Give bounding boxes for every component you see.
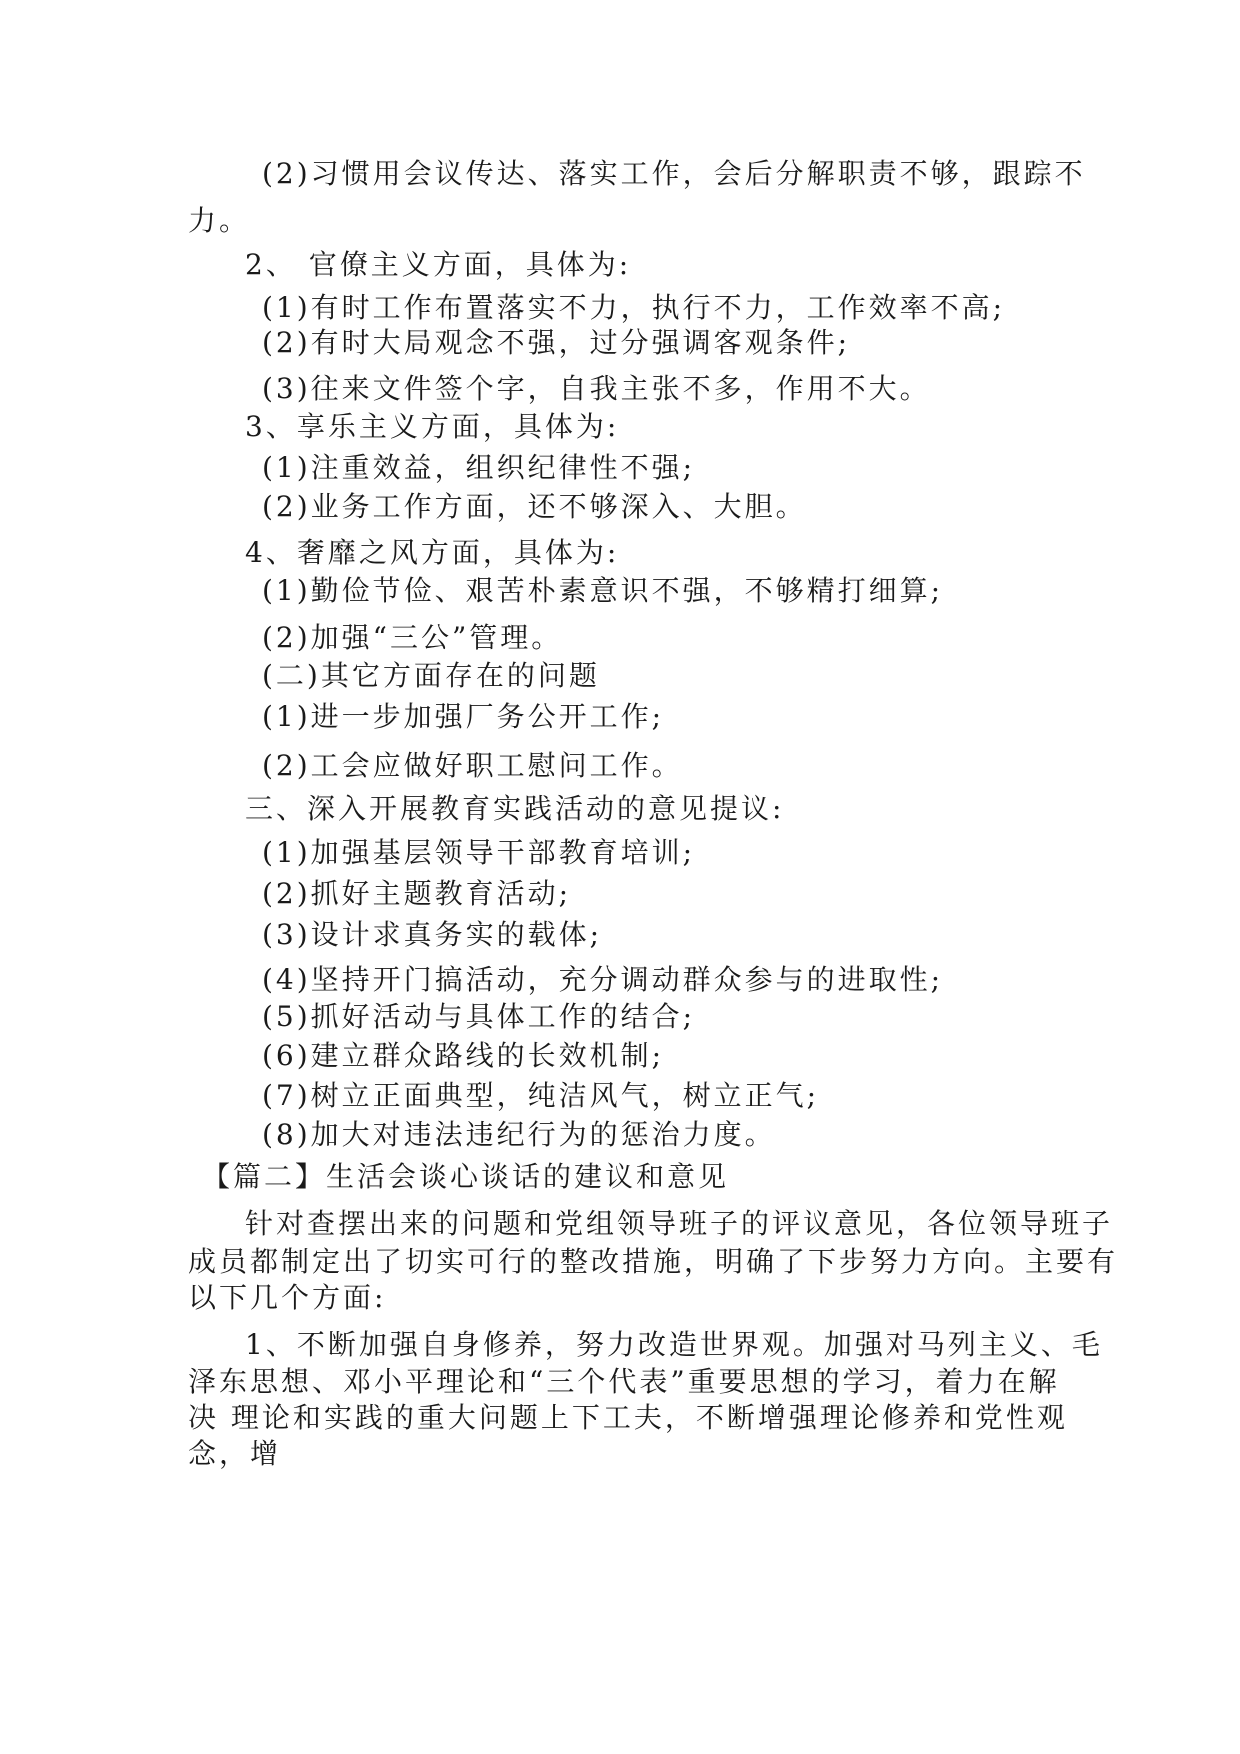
paragraph-line: 针对查摆出来的问题和党组领导班子的评议意见，各位领导班子	[245, 1207, 1114, 1240]
list-item: (2)有时大局观念不强，过分强调客观条件;	[262, 326, 851, 359]
section-heading: (二)其它方面存在的问题	[262, 659, 600, 692]
section-heading: 3、享乐主义方面，具体为:	[245, 410, 620, 443]
paragraph-line: 念，增	[188, 1437, 282, 1470]
list-item: (1)注重效益，组织纪律性不强;	[262, 451, 696, 484]
section-heading: 2、 官僚主义方面，具体为:	[245, 248, 632, 281]
list-item: (1)有时工作布置落实不力，执行不力，工作效率不高;	[262, 291, 1006, 324]
section-heading: 4、奢靡之风方面，具体为:	[245, 536, 620, 569]
list-item: (6)建立群众路线的长效机制;	[262, 1039, 665, 1072]
list-item: (1)勤俭节俭、艰苦朴素意识不强，不够精打细算;	[262, 574, 944, 607]
list-item: (1)进一步加强厂务公开工作;	[262, 700, 665, 733]
list-item: (4)坚持开门搞活动，充分调动群众参与的进取性;	[262, 963, 944, 996]
list-item: (8)加大对违法违纪行为的惩治力度。	[262, 1118, 776, 1151]
paragraph-line: 泽东思想、邓小平理论和“三个代表”重要思想的学习，着力在解	[188, 1365, 1060, 1398]
list-item: (7)树立正面典型，纯洁风气，树立正气;	[262, 1079, 820, 1112]
list-item: (1)加强基层领导干部教育培训;	[262, 836, 696, 869]
list-item: (2)业务工作方面，还不够深入、大胆。	[262, 490, 807, 523]
text-line: (2)习惯用会议传达、落实工作，会后分解职责不够，跟踪不	[262, 157, 1086, 190]
chapter-title: 【篇二】生活会谈心谈话的建议和意见	[202, 1160, 730, 1193]
list-item: (3)往来文件签个字，自我主张不多，作用不大。	[262, 372, 931, 405]
section-heading: 三、深入开展教育实践活动的意见提议:	[245, 792, 785, 825]
list-item: (2)抓好主题教育活动;	[262, 877, 572, 910]
list-item: (2)工会应做好职工慰问工作。	[262, 749, 683, 782]
list-item: (2)加强“三公”管理。	[262, 621, 563, 654]
paragraph-line: 成员都制定出了切实可行的整改措施，明确了下步努力方向。主要有	[188, 1245, 1119, 1278]
paragraph-line: 以下几个方面:	[188, 1281, 387, 1314]
text-line: 力。	[188, 204, 251, 237]
list-item: (3)设计求真务实的载体;	[262, 918, 603, 951]
list-item: (5)抓好活动与具体工作的结合;	[262, 1000, 696, 1033]
paragraph-line: 1、不断加强自身修养，努力改造世界观。加强对马列主义、毛	[245, 1328, 1103, 1361]
paragraph-line: 决 理论和实践的重大问题上下工夫，不断增强理论修养和党性观	[188, 1401, 1068, 1434]
